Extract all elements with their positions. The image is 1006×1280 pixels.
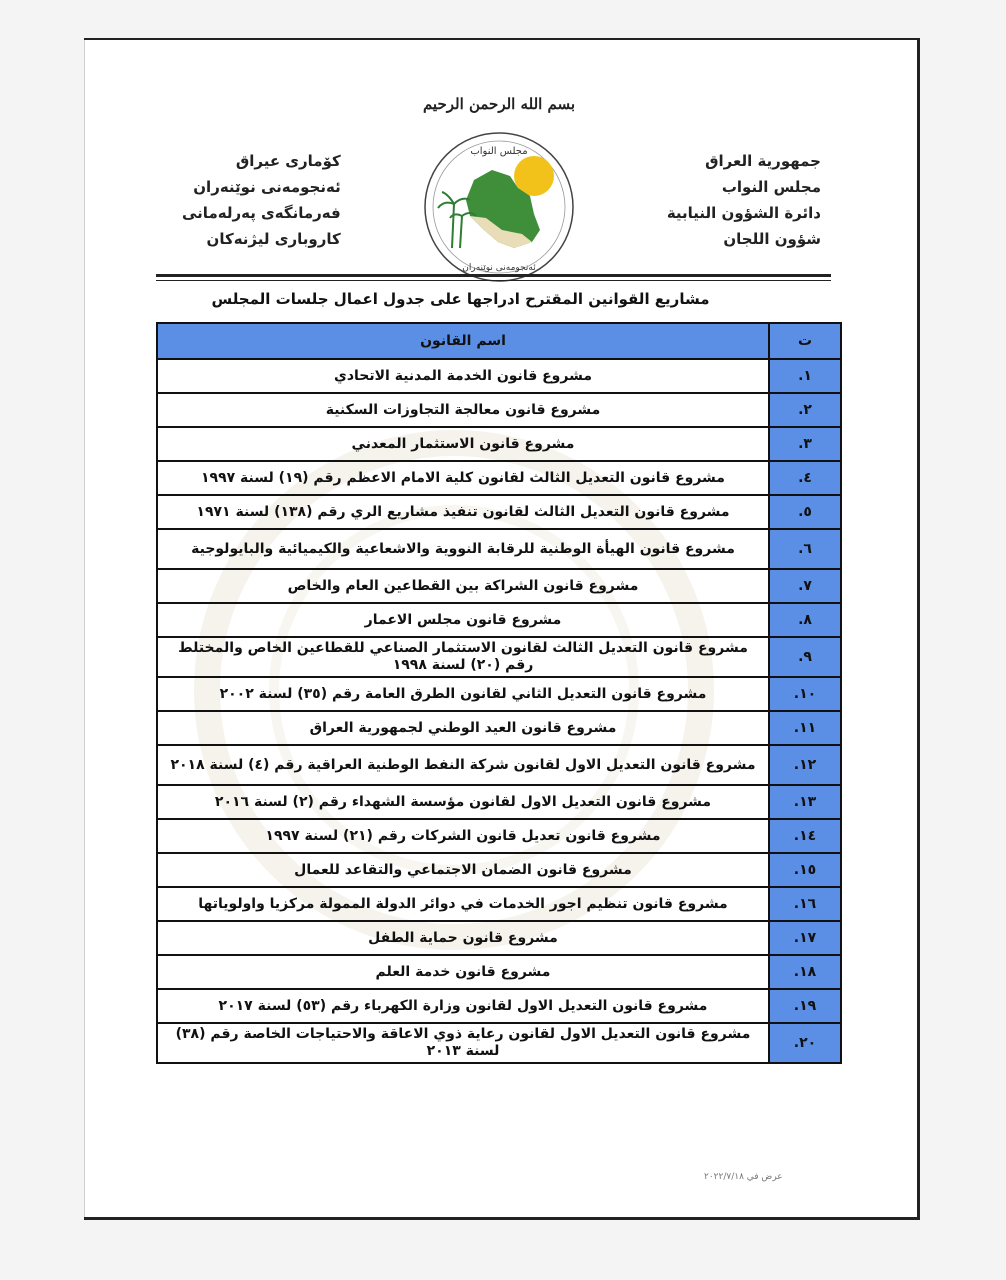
law-name: مشروع قانون الشراكة بين القطاعين العام والخاص (157, 569, 769, 603)
table-row (157, 853, 841, 887)
law-name: مشروع قانون تعديل قانون الشركات رقم (٢١) لسنة ١٩٩٧ (157, 819, 769, 853)
row-number: ٦. (769, 529, 841, 569)
table-row (157, 603, 841, 637)
row-number: ١٢. (769, 745, 841, 785)
letterhead-line: جمهورية العراق (705, 152, 821, 170)
table-row (157, 989, 841, 1023)
arabic-letterhead (667, 148, 821, 252)
law-name: مشروع قانون التعديل الثاني لقانون الطرق العامة رقم (٣٥) لسنة ٢٠٠٢ (157, 677, 769, 711)
table-header-row (157, 323, 841, 359)
row-number: ١٦. (769, 887, 841, 921)
law-name: مشروع قانون مجلس الاعمار (157, 603, 769, 637)
seal-top-text: مجلس النواب (470, 146, 528, 157)
law-name: مشروع قانون حماية الطفل (157, 921, 769, 955)
row-number: ١٠. (769, 677, 841, 711)
parliament-seal-logo (422, 130, 576, 284)
table-row (157, 955, 841, 989)
header-divider (156, 274, 831, 277)
letterhead-line: دائرة الشؤون النيابية (666, 204, 821, 222)
letterhead-line: شؤون اللجان (723, 230, 821, 248)
table-row (157, 887, 841, 921)
letterhead-line: مجلس النواب (721, 178, 821, 196)
table-row (157, 637, 841, 677)
letterhead-line: فەرمانگەی پەرلەمانی (182, 204, 341, 222)
table-row (157, 711, 841, 745)
row-number: ٥. (769, 495, 841, 529)
header-divider-thin (156, 280, 831, 281)
column-header-number: ت (769, 323, 841, 359)
footnote: عرض في ٢٠٢٢/٧/١٨ (704, 1172, 783, 1182)
law-name: مشروع قانون الاستثمار المعدني (157, 427, 769, 461)
law-name: مشروع قانون التعديل الاول لقانون وزارة الكهرباء رقم (٥٣) لسنة ٢٠١٧ (157, 989, 769, 1023)
law-name: مشروع قانون التعديل الاول لقانون رعاية ذوي الاعاقة والاحتياجات الخاصة رقم (٣٨) لسنة ٢٠١٣ (157, 1023, 769, 1063)
document-title: مشاريع القوانين المقترح ادراجها على جدول اعمال جلسات المجلس (211, 290, 710, 308)
row-number: ١٨. (769, 955, 841, 989)
law-name: مشروع قانون التعديل الاول لقانون شركة النفط الوطنية العراقية رقم (٤) لسنة ٢٠١٨ (157, 745, 769, 785)
row-number: ١٥. (769, 853, 841, 887)
law-name: مشروع قانون خدمة العلم (157, 955, 769, 989)
page-edge (84, 40, 85, 1217)
row-number: ١٩. (769, 989, 841, 1023)
row-number: ١٧. (769, 921, 841, 955)
table-row (157, 921, 841, 955)
table-row (157, 569, 841, 603)
row-number: ٣. (769, 427, 841, 461)
letterhead-line: ئەنجومەنی نوێنەران (193, 178, 341, 196)
column-header-name: اسم القانون (157, 323, 769, 359)
laws-table (156, 322, 842, 1064)
table-row (157, 745, 841, 785)
law-name: مشروع قانون التعديل الاول لقانون مؤسسة الشهداء رقم (٢) لسنة ٢٠١٦ (157, 785, 769, 819)
row-number: ٨. (769, 603, 841, 637)
row-number: ١. (769, 359, 841, 393)
table-row (157, 393, 841, 427)
law-name: مشروع قانون التعديل الثالث لقانون كلية الامام الاعظم رقم (١٩) لسنة ١٩٩٧ (157, 461, 769, 495)
table-row (157, 427, 841, 461)
law-name: مشروع قانون العيد الوطني لجمهورية العراق (157, 711, 769, 745)
table-row (157, 495, 841, 529)
law-name: مشروع قانون تنظيم اجور الخدمات في دوائر الدولة الممولة مركزيا واولوياتها (157, 887, 769, 921)
document-page (84, 38, 920, 1220)
table-row (157, 359, 841, 393)
law-name: مشروع قانون معالجة التجاوزات السكنية (157, 393, 769, 427)
seal-bottom-text: ئەنجومەنی نوێنەران (462, 263, 536, 273)
row-number: ٢٠. (769, 1023, 841, 1063)
law-name: مشروع قانون الهيأة الوطنية للرقابة النووية والاشعاعية والكيميائية والبايولوجية (157, 529, 769, 569)
table-row (157, 1023, 841, 1063)
row-number: ٢. (769, 393, 841, 427)
law-name: مشروع قانون الخدمة المدنية الاتحادي (157, 359, 769, 393)
row-number: ١٣. (769, 785, 841, 819)
table-row (157, 677, 841, 711)
table-row (157, 461, 841, 495)
row-number: ٧. (769, 569, 841, 603)
basmala: بسم الله الرحمن الرحيم (422, 95, 576, 113)
letterhead-line: کۆماری عیراق (235, 152, 341, 170)
table-row (157, 819, 841, 853)
row-number: ٤. (769, 461, 841, 495)
row-number: ١٤. (769, 819, 841, 853)
law-name: مشروع قانون التعديل الثالث لقانون الاستثمار الصناعي للقطاعين الخاص والمختلط رقم (٢٠) لسنة ١٩٩٨ (157, 637, 769, 677)
law-name: مشروع قانون التعديل الثالث لقانون تنفيذ مشاريع الري رقم (١٣٨) لسنة ١٩٧١ (157, 495, 769, 529)
letterhead-line: کاروباری لیژنەکان (206, 230, 341, 248)
law-name: مشروع قانون الضمان الاجتماعي والتقاعد للعمال (157, 853, 769, 887)
row-number: ٩. (769, 637, 841, 677)
table-row (157, 785, 841, 819)
table-row (157, 529, 841, 569)
row-number: ١١. (769, 711, 841, 745)
kurdish-letterhead (182, 148, 341, 252)
